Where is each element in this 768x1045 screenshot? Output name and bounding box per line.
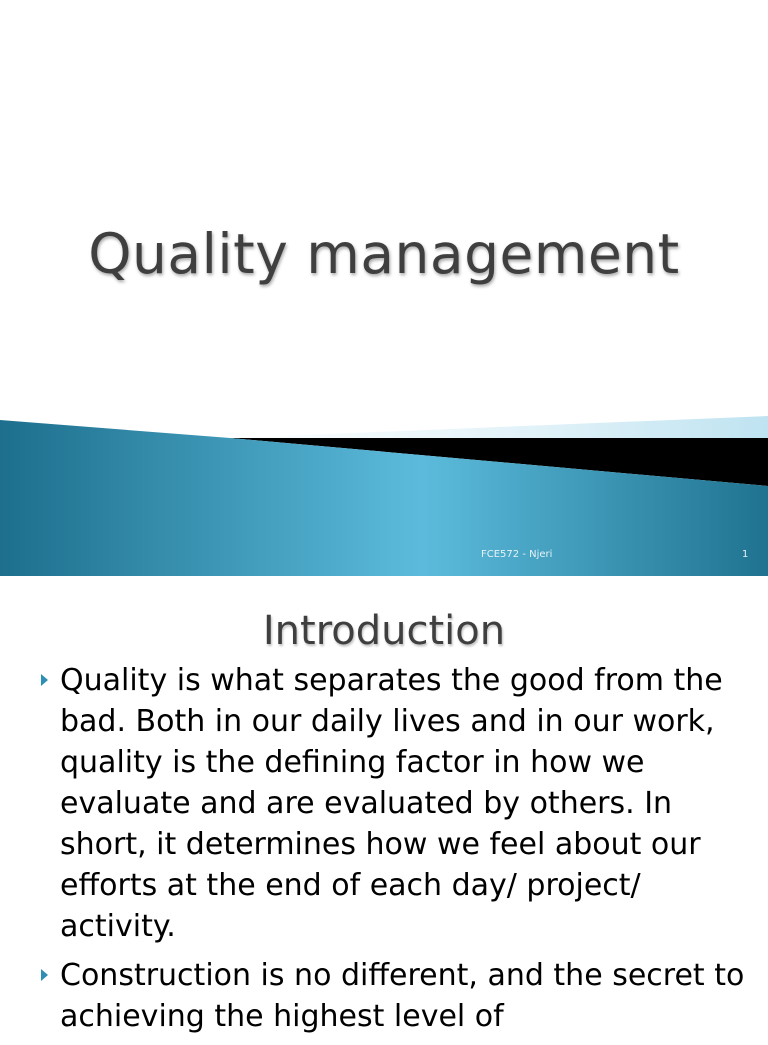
bullet-text: Quality is what separates the good from the bad. Both in our daily lives and in our work, quality is the defining factor in how we evaluate and are evaluated by others. In short, it determines how we feel about our efforts at the end of each day/ project/ activity.: [60, 663, 723, 944]
slide-heading: Introduction: [262, 608, 506, 654]
decorative-banner: [0, 410, 768, 576]
bullet-list: [36, 660, 748, 1045]
triangle-bullet-icon: [41, 969, 48, 981]
slide-title: Quality management: [88, 222, 680, 286]
list-item: [36, 660, 748, 947]
banner-light-stripe: [230, 416, 768, 438]
list-item: [36, 955, 748, 1037]
footer-page-number: 1: [742, 549, 749, 560]
bullet-text: Construction is no different, and the secret to achieving the highest level of: [60, 958, 745, 1034]
footer-course-label: FCE572 - Njeri: [481, 549, 553, 560]
triangle-bullet-icon: [41, 674, 48, 686]
